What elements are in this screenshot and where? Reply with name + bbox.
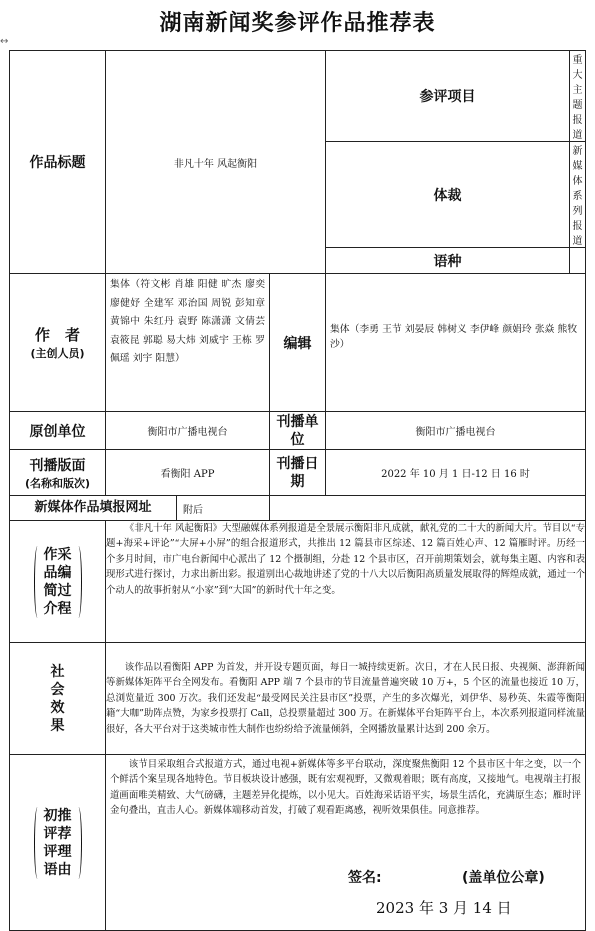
publish-unit-value: 衡阳市广播电视台 [326, 412, 586, 450]
form-title: 湖南新闻奖参评作品推荐表 [159, 11, 436, 36]
process-text: 《非凡十年 风起衡阳》大型融媒体系列报道是全景展示衡阳非凡成就，献礼党的二十大的新闻大片。节目以“专题+海采+评论”“大屏+小屏”的组合报道形式，共推出 12 篇县市区综述、12 篇百姓心声、12 篇雁时评。历经一个多月时间，市广电台新闻中心派出了 12 个摄制组，分赴 12 个县市区，召开前期策划会，就每集主题、内容和表现形式进行探讨，力求出新出彩。报道别出心裁地讲述了党的十八大以后衡阳高质量发展取得的辉煌成就，通过一个个动人的故事折射从“小家”到“大国”的新时代十年之变。 [106, 521, 586, 643]
url-value: 附后 [183, 504, 203, 516]
url-value-extension [270, 496, 586, 521]
review-text: 该节目采取组合式报道方式，通过电视+新媒体等多平台联动，深度聚焦衡阳 12 个县市区十年之变，以一个个鲜活个案呈现各地特色。节目板块设计感强，既有宏观视野，又微观着眼；既有高度，又接地气。电视端主打报道画面唯美精致、大气磅礴，主题差异化提炼，以小见大。百姓海采话语平实，场景生活化，充满原生态；雁时评金句叠出，直击人心。新媒体端移动首发，打破了观看距离感，视听效果俱佳。同意推荐。 [110, 759, 581, 817]
category-label: 参评项目 [326, 51, 570, 142]
editor-label: 编辑 [270, 274, 326, 412]
language-label: 语种 [326, 248, 570, 274]
author-label: 作 者 (主创人员) [10, 274, 106, 412]
work-title-label: 作品标题 [10, 51, 106, 274]
effect-text: 该作品以看衡阳 APP 为首发，并开设专题页面，每日一城持续更新。次日，才在人民日报、央视频、澎湃新闻等新媒体矩阵平台全网发布。看衡阳 APP 端 7 个县市的节目流量普遍突破 10 万+，5 个区的流量也接近 10 万，总浏览量近 300 万次。我们还发起“最受网民关注县市区”投票，产生的多次爆光，刘伊华、易秒英、朱霞等衡阳籍“大咖”助阵点赞，为家乡投票打 Call，总投票量超过 300 万。在新媒体平台矩阵平台上，本次系列报道同样流量很好，各大平台对于这类城市性大制作也纷纷给予流量倾斜，全网播放量累计达到 200 余万。 [106, 643, 586, 755]
publish-edition-value: 看衡阳 APP [106, 450, 270, 496]
seal-label: (盖单位公章) [462, 870, 545, 886]
url-row [10, 496, 270, 521]
genre-label: 体裁 [326, 142, 570, 248]
review-cell [106, 755, 586, 931]
signature-label: 签名: [348, 870, 382, 886]
original-unit-value: 衡阳市广播电视台 [106, 412, 270, 450]
resize-handle-icon[interactable]: ↔ [0, 36, 9, 47]
publish-date-label: 刊播日期 [270, 450, 326, 496]
publish-unit-label: 刊播单位 [270, 412, 326, 450]
author-value: 集体（符文彬 肖雄 阳健 旷杰 廖奕 廖健妤 全建军 邓治国 周锐 彭知章 黄锦中 朱红丹 袁野 陈潇潇 文倩芸 袁筱昆 郭聪 易大炜 刘威宇 王栋 罗佩瑶 刘宇 阳慧） [106, 274, 270, 412]
publish-date-value: 2022 年 10 月 1 日-12 日 16 时 [326, 450, 586, 496]
process-label: 作采 品编 简过 介程 [10, 521, 106, 643]
effect-label: 社 会 效 果 [10, 643, 106, 755]
date-text: 2023 年 3 月 14 日 [376, 899, 512, 917]
review-label: 初推 评荐 评理 语由 [10, 755, 106, 931]
publish-edition-label: 刊播版面 (名称和版次) [10, 450, 106, 496]
recommendation-form-table [9, 50, 586, 931]
genre-value: 新媒体系列报道 [570, 142, 586, 248]
url-label: 新媒体作品填报网址 [10, 496, 177, 520]
original-unit-label: 原创单位 [10, 412, 106, 450]
category-value: 重大主题报道 [570, 51, 586, 142]
work-title-value: 非凡十年 风起衡阳 [106, 51, 326, 274]
language-value [570, 248, 586, 274]
editor-value: 集体（李勇 王节 刘晏辰 韩树义 李伊峰 颜娟玲 张焱 熊牧沙） [326, 274, 586, 412]
